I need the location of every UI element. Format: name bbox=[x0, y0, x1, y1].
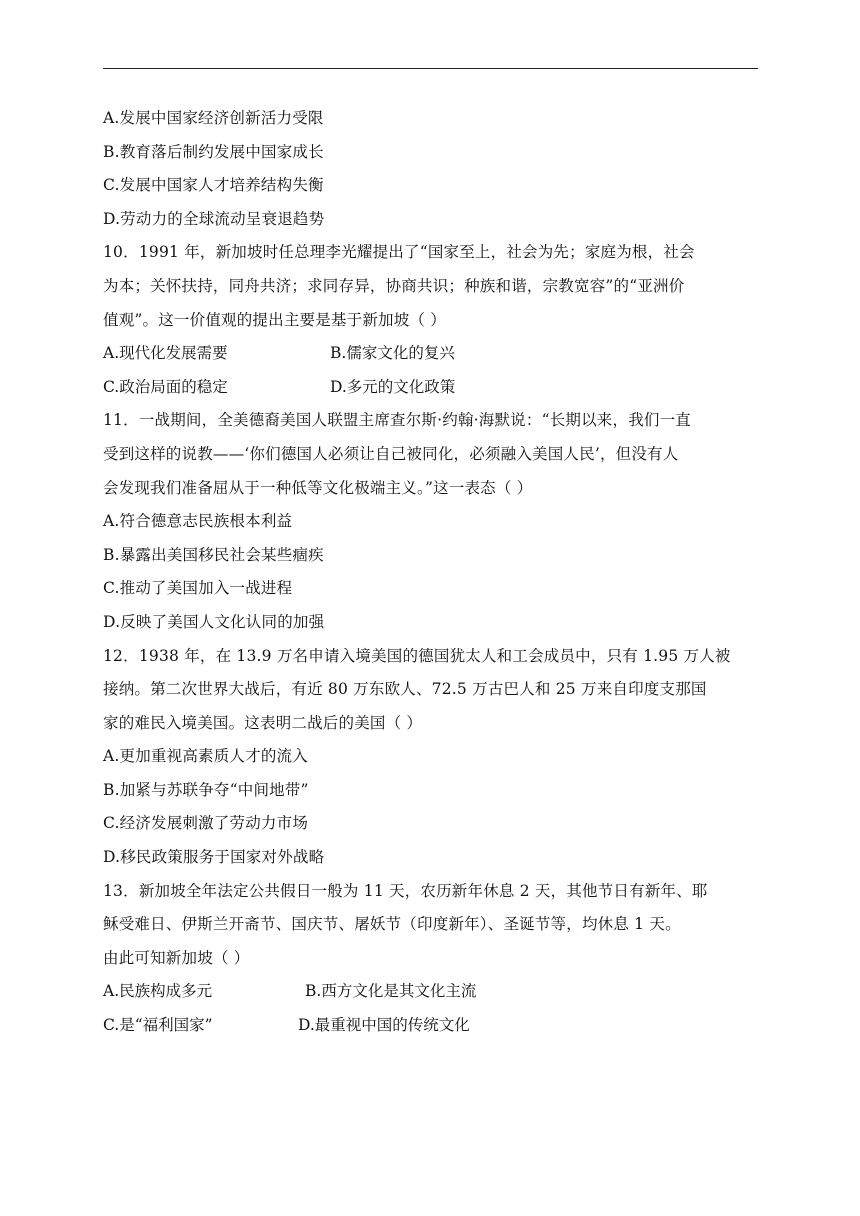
q10-options-row bbox=[103, 337, 763, 371]
q12-option-c: C.经济发展刺激了劳动力市场 bbox=[103, 814, 309, 833]
header-rule bbox=[103, 68, 758, 69]
q12-stem-line: 接纳。第二次世界大战后，有近 80 万东欧人、72.5 万古巴人和 25 万来自印度支那国 bbox=[103, 680, 707, 699]
q11-stem-line: 受到这样的说教——‘你们德国人必须让自己被同化，必须融入美国人民’，但没有人 bbox=[103, 444, 679, 463]
q13-option-d: D.最重视中国的传统文化 bbox=[298, 1016, 470, 1035]
q12-option-a: A.更加重视高素质人才的流入 bbox=[103, 747, 308, 766]
q13-option-c: C.是“福利国家” bbox=[103, 1016, 213, 1035]
q10-option-d: D.多元的文化政策 bbox=[330, 377, 456, 396]
q10-option-b: B.儒家文化的复兴 bbox=[330, 344, 455, 363]
q11-option-b: B.暴露出美国移民社会某些痼疾 bbox=[103, 545, 324, 564]
question-10 bbox=[103, 236, 763, 404]
q12-option-b: B.加紧与苏联争夺“中间地带” bbox=[103, 780, 309, 799]
q9-option-a: A.发展中国家经济创新活力受限 bbox=[103, 109, 324, 127]
q11-option-a: A.符合德意志民族根本利益 bbox=[103, 512, 293, 531]
q10-stem-line: 为本；关怀扶持，同舟共济；求同存异，协商共识；种族和谐，宗教宽容”的“亚洲价 bbox=[103, 276, 685, 295]
q12-stem-line: 12．1938 年，在 13.9 万名申请入境美国的德国犹太人和工会成员中，只有 1.95 万人被 bbox=[103, 646, 731, 665]
q10-option-a: A.现代化发展需要 bbox=[103, 344, 228, 363]
q10-stem-line: 10．1991 年，新加坡时任总理李光耀提出了“国家至上，社会为先；家庭为根，社会 bbox=[103, 243, 695, 262]
q9-option-d: D.劳动力的全球流动呈衰退趋势 bbox=[103, 209, 325, 228]
q13-option-b: B.西方文化是其文化主流 bbox=[305, 982, 477, 1001]
q11-stem-line: 会发现我们准备屈从于一种低等文化极端主义。”这一表态（ ） bbox=[103, 478, 533, 497]
q11-option-d: D.反映了美国人文化认同的加强 bbox=[103, 612, 325, 631]
q11-option-c: C.推动了美国加入一战进程 bbox=[103, 579, 293, 598]
question-11 bbox=[103, 404, 763, 639]
q10-option-c: C.政治局面的稳定 bbox=[103, 377, 228, 396]
q9-option-c: C.发展中国家人才培养结构失衡 bbox=[103, 176, 324, 195]
q13-options-row bbox=[103, 1009, 763, 1043]
question-12 bbox=[103, 640, 763, 875]
q13-stem-line: 13．新加坡全年法定公共假日一般为 11 天，农历新年休息 2 天，其他节日有新年、耶 bbox=[103, 881, 708, 900]
q13-stem-line: 稣受难日、伊斯兰开斋节、国庆节、屠妖节（印度新年）、圣诞节等，均休息 1 天。 bbox=[103, 915, 681, 934]
question-9-options bbox=[103, 102, 763, 236]
q13-option-a: A.民族构成多元 bbox=[103, 982, 213, 1001]
q10-options-row bbox=[103, 371, 763, 405]
q10-stem-line: 值观”。这一价值观的提出主要是基于新加坡（ ） bbox=[103, 310, 446, 329]
q11-stem-line: 11．一战期间，全美德裔美国人联盟主席查尔斯·约翰·海默说：“长期以来，我们一直 bbox=[103, 411, 692, 430]
q13-options-row bbox=[103, 975, 763, 1009]
question-13 bbox=[103, 875, 763, 1043]
q13-stem-line: 由此可知新加坡（ ） bbox=[103, 948, 250, 967]
exam-page-content bbox=[103, 102, 763, 1043]
q12-stem-line: 家的难民入境美国。这表明二战后的美国（ ） bbox=[103, 713, 423, 732]
q9-option-b: B.教育落后制约发展中国家成长 bbox=[103, 142, 324, 161]
q12-option-d: D.移民政策服务于国家对外战略 bbox=[103, 848, 325, 867]
